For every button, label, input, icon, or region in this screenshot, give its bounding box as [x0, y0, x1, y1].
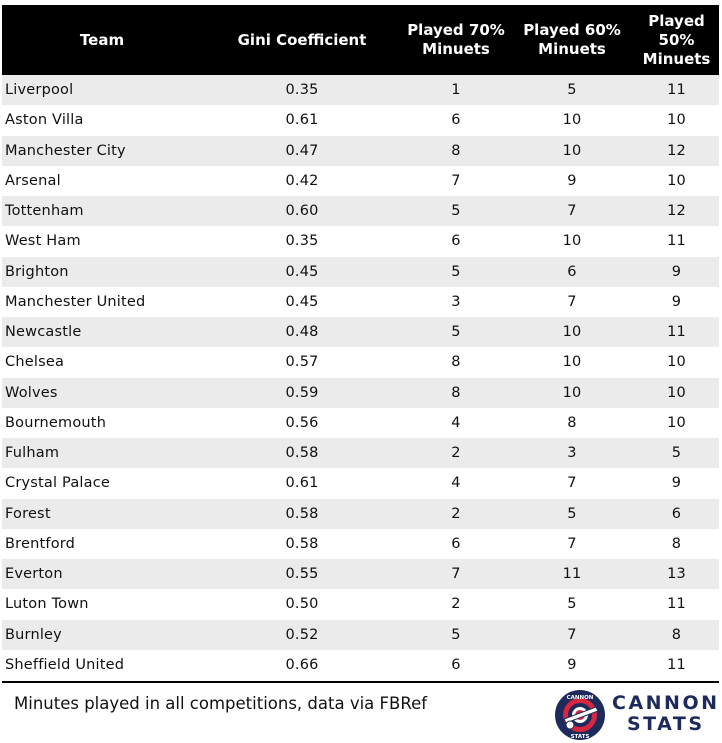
- played-70-cell: 2: [451, 596, 461, 613]
- played-50-cell: 13: [667, 566, 686, 583]
- team-cell: Newcastle: [5, 324, 82, 341]
- team-cell: Fulham: [5, 445, 60, 462]
- team-cell: Wolves: [5, 384, 58, 401]
- team-cell: Sheffield United: [5, 656, 125, 673]
- played-70-cell: 4: [451, 475, 461, 492]
- gini-cell: 0.58: [285, 445, 319, 462]
- cannon-stats-badge-icon: [554, 689, 608, 743]
- team-cell: Brighton: [5, 263, 69, 280]
- gini-cell: 0.42: [285, 172, 319, 189]
- played-70-cell: 5: [451, 263, 461, 280]
- gini-cell: 0.35: [285, 233, 319, 250]
- played-50-cell: 9: [671, 475, 682, 492]
- table-header-row: [2, 5, 719, 75]
- table-row: [2, 317, 719, 347]
- played-50-cell: 9: [671, 293, 682, 310]
- header-team: Team: [79, 30, 125, 49]
- played-50-cell: 8: [671, 626, 682, 643]
- gini-cell: 0.52: [285, 626, 319, 643]
- played-70-cell: 3: [451, 293, 461, 310]
- team-cell: Arsenal: [5, 172, 61, 189]
- played-60-cell: 11: [562, 566, 582, 583]
- gini-cell: 0.47: [285, 142, 319, 159]
- badge-ring-text-top: CANNON: [566, 695, 594, 701]
- played-60-cell: 10: [562, 324, 582, 341]
- gini-cell: 0.45: [285, 293, 319, 310]
- team-cell: Liverpool: [5, 82, 74, 99]
- played-60-cell: 9: [567, 172, 577, 189]
- played-60-cell: 10: [562, 384, 582, 401]
- played-50-cell: 6: [671, 505, 682, 522]
- played-60-cell: 5: [567, 505, 577, 522]
- team-cell: West Ham: [5, 233, 81, 250]
- table-row: [2, 378, 719, 408]
- played-70-cell: 2: [451, 505, 461, 522]
- played-70-cell: 4: [451, 414, 461, 431]
- header-played-50: Played 50% Minuets: [642, 11, 711, 68]
- team-cell: Manchester City: [5, 142, 126, 159]
- table-row: [2, 468, 719, 498]
- table-row: [2, 347, 719, 377]
- gini-cell: 0.58: [285, 505, 319, 522]
- played-60-cell: 7: [567, 203, 577, 220]
- table-row: [2, 559, 719, 589]
- gini-cell: 0.45: [285, 263, 319, 280]
- stats-table: [2, 5, 719, 680]
- played-60-cell: 6: [567, 263, 577, 280]
- header-played-60: Played 60% Minuets: [523, 21, 621, 58]
- played-50-cell: 11: [667, 82, 686, 99]
- played-70-cell: 6: [451, 656, 461, 673]
- team-cell: Forest: [5, 505, 51, 522]
- played-70-cell: 5: [451, 324, 461, 341]
- played-50-cell: 12: [667, 203, 686, 220]
- played-60-cell: 7: [567, 475, 577, 492]
- played-70-cell: 6: [451, 233, 461, 250]
- played-50-cell: 9: [671, 263, 682, 280]
- played-60-cell: 10: [562, 112, 582, 129]
- played-70-cell: 8: [451, 142, 461, 159]
- played-70-cell: 8: [451, 354, 461, 371]
- played-60-cell: 10: [562, 233, 582, 250]
- team-cell: Luton Town: [5, 596, 89, 613]
- team-cell: Crystal Palace: [5, 475, 111, 492]
- gini-cell: 0.56: [285, 414, 319, 431]
- table-row: [2, 620, 719, 650]
- team-cell: Manchester United: [5, 293, 146, 310]
- table-row: [2, 499, 719, 529]
- gini-cell: 0.58: [285, 535, 319, 552]
- team-cell: Burnley: [5, 626, 62, 643]
- played-60-cell: 7: [567, 535, 577, 552]
- played-70-cell: 2: [451, 445, 461, 462]
- played-60-cell: 10: [562, 142, 582, 159]
- team-cell: Bournemouth: [5, 414, 107, 431]
- gini-cell: 0.57: [285, 354, 319, 371]
- table-row: [2, 650, 719, 680]
- gini-cell: 0.66: [285, 656, 319, 673]
- brand-logo: [554, 689, 722, 741]
- played-50-cell: 11: [667, 233, 686, 250]
- team-cell: Tottenham: [5, 203, 84, 220]
- played-50-cell: 10: [667, 354, 686, 371]
- played-70-cell: 8: [451, 384, 461, 401]
- brand-wordmark: [612, 693, 720, 735]
- played-70-cell: 5: [451, 626, 461, 643]
- table-row: [2, 196, 719, 226]
- played-70-cell: 7: [451, 566, 461, 583]
- gini-cell: 0.60: [285, 203, 319, 220]
- table-body: [2, 75, 719, 680]
- gini-cell: 0.50: [285, 596, 319, 613]
- played-70-cell: 6: [451, 535, 461, 552]
- played-60-cell: 10: [562, 354, 582, 371]
- played-60-cell: 7: [567, 626, 577, 643]
- table-row: [2, 408, 719, 438]
- played-60-cell: 7: [567, 293, 577, 310]
- table-row: [2, 529, 719, 559]
- table-row: [2, 589, 719, 619]
- brand-word-cannon: CANNON: [612, 692, 720, 714]
- table-row: [2, 75, 719, 105]
- played-60-cell: 9: [567, 656, 577, 673]
- played-50-cell: 8: [671, 535, 682, 552]
- footer-divider: [2, 681, 719, 683]
- table-row: [2, 226, 719, 256]
- table-row: [2, 105, 719, 135]
- played-70-cell: 6: [451, 112, 461, 129]
- footer-caption: Minutes played in all competitions, data via FBRef: [14, 694, 428, 713]
- played-50-cell: 10: [667, 384, 686, 401]
- played-50-cell: 5: [671, 445, 682, 462]
- team-cell: Aston Villa: [5, 112, 84, 129]
- gini-cell: 0.61: [285, 112, 319, 129]
- gini-cell: 0.48: [285, 324, 319, 341]
- table-row: [2, 257, 719, 287]
- gini-cell: 0.61: [285, 475, 319, 492]
- played-50-cell: 11: [667, 324, 686, 341]
- played-50-cell: 10: [667, 172, 686, 189]
- table-row: [2, 287, 719, 317]
- team-cell: Brentford: [5, 535, 76, 552]
- table-row: [2, 136, 719, 166]
- badge-ring-text-bottom: STATS: [570, 734, 590, 740]
- header-played-70: Played 70% Minuets: [407, 21, 505, 58]
- header-gini-coefficient: Gini Coefficient: [237, 30, 367, 49]
- played-50-cell: 11: [667, 656, 686, 673]
- played-50-cell: 10: [667, 414, 686, 431]
- table-row: [2, 166, 719, 196]
- gini-cell: 0.55: [285, 566, 319, 583]
- gini-cell: 0.59: [285, 384, 319, 401]
- played-60-cell: 5: [567, 82, 577, 99]
- played-50-cell: 12: [667, 142, 686, 159]
- played-60-cell: 8: [567, 414, 577, 431]
- played-60-cell: 5: [567, 596, 577, 613]
- stats-table-container: [2, 5, 719, 680]
- team-cell: Chelsea: [5, 354, 65, 371]
- team-cell: Everton: [5, 566, 63, 583]
- played-50-cell: 11: [667, 596, 686, 613]
- played-60-cell: 3: [567, 445, 577, 462]
- played-70-cell: 7: [451, 172, 461, 189]
- played-70-cell: 1: [451, 82, 461, 99]
- played-70-cell: 5: [451, 203, 461, 220]
- gini-cell: 0.35: [285, 82, 319, 99]
- played-50-cell: 10: [667, 112, 686, 129]
- table-row: [2, 438, 719, 468]
- brand-word-stats: STATS: [626, 713, 705, 735]
